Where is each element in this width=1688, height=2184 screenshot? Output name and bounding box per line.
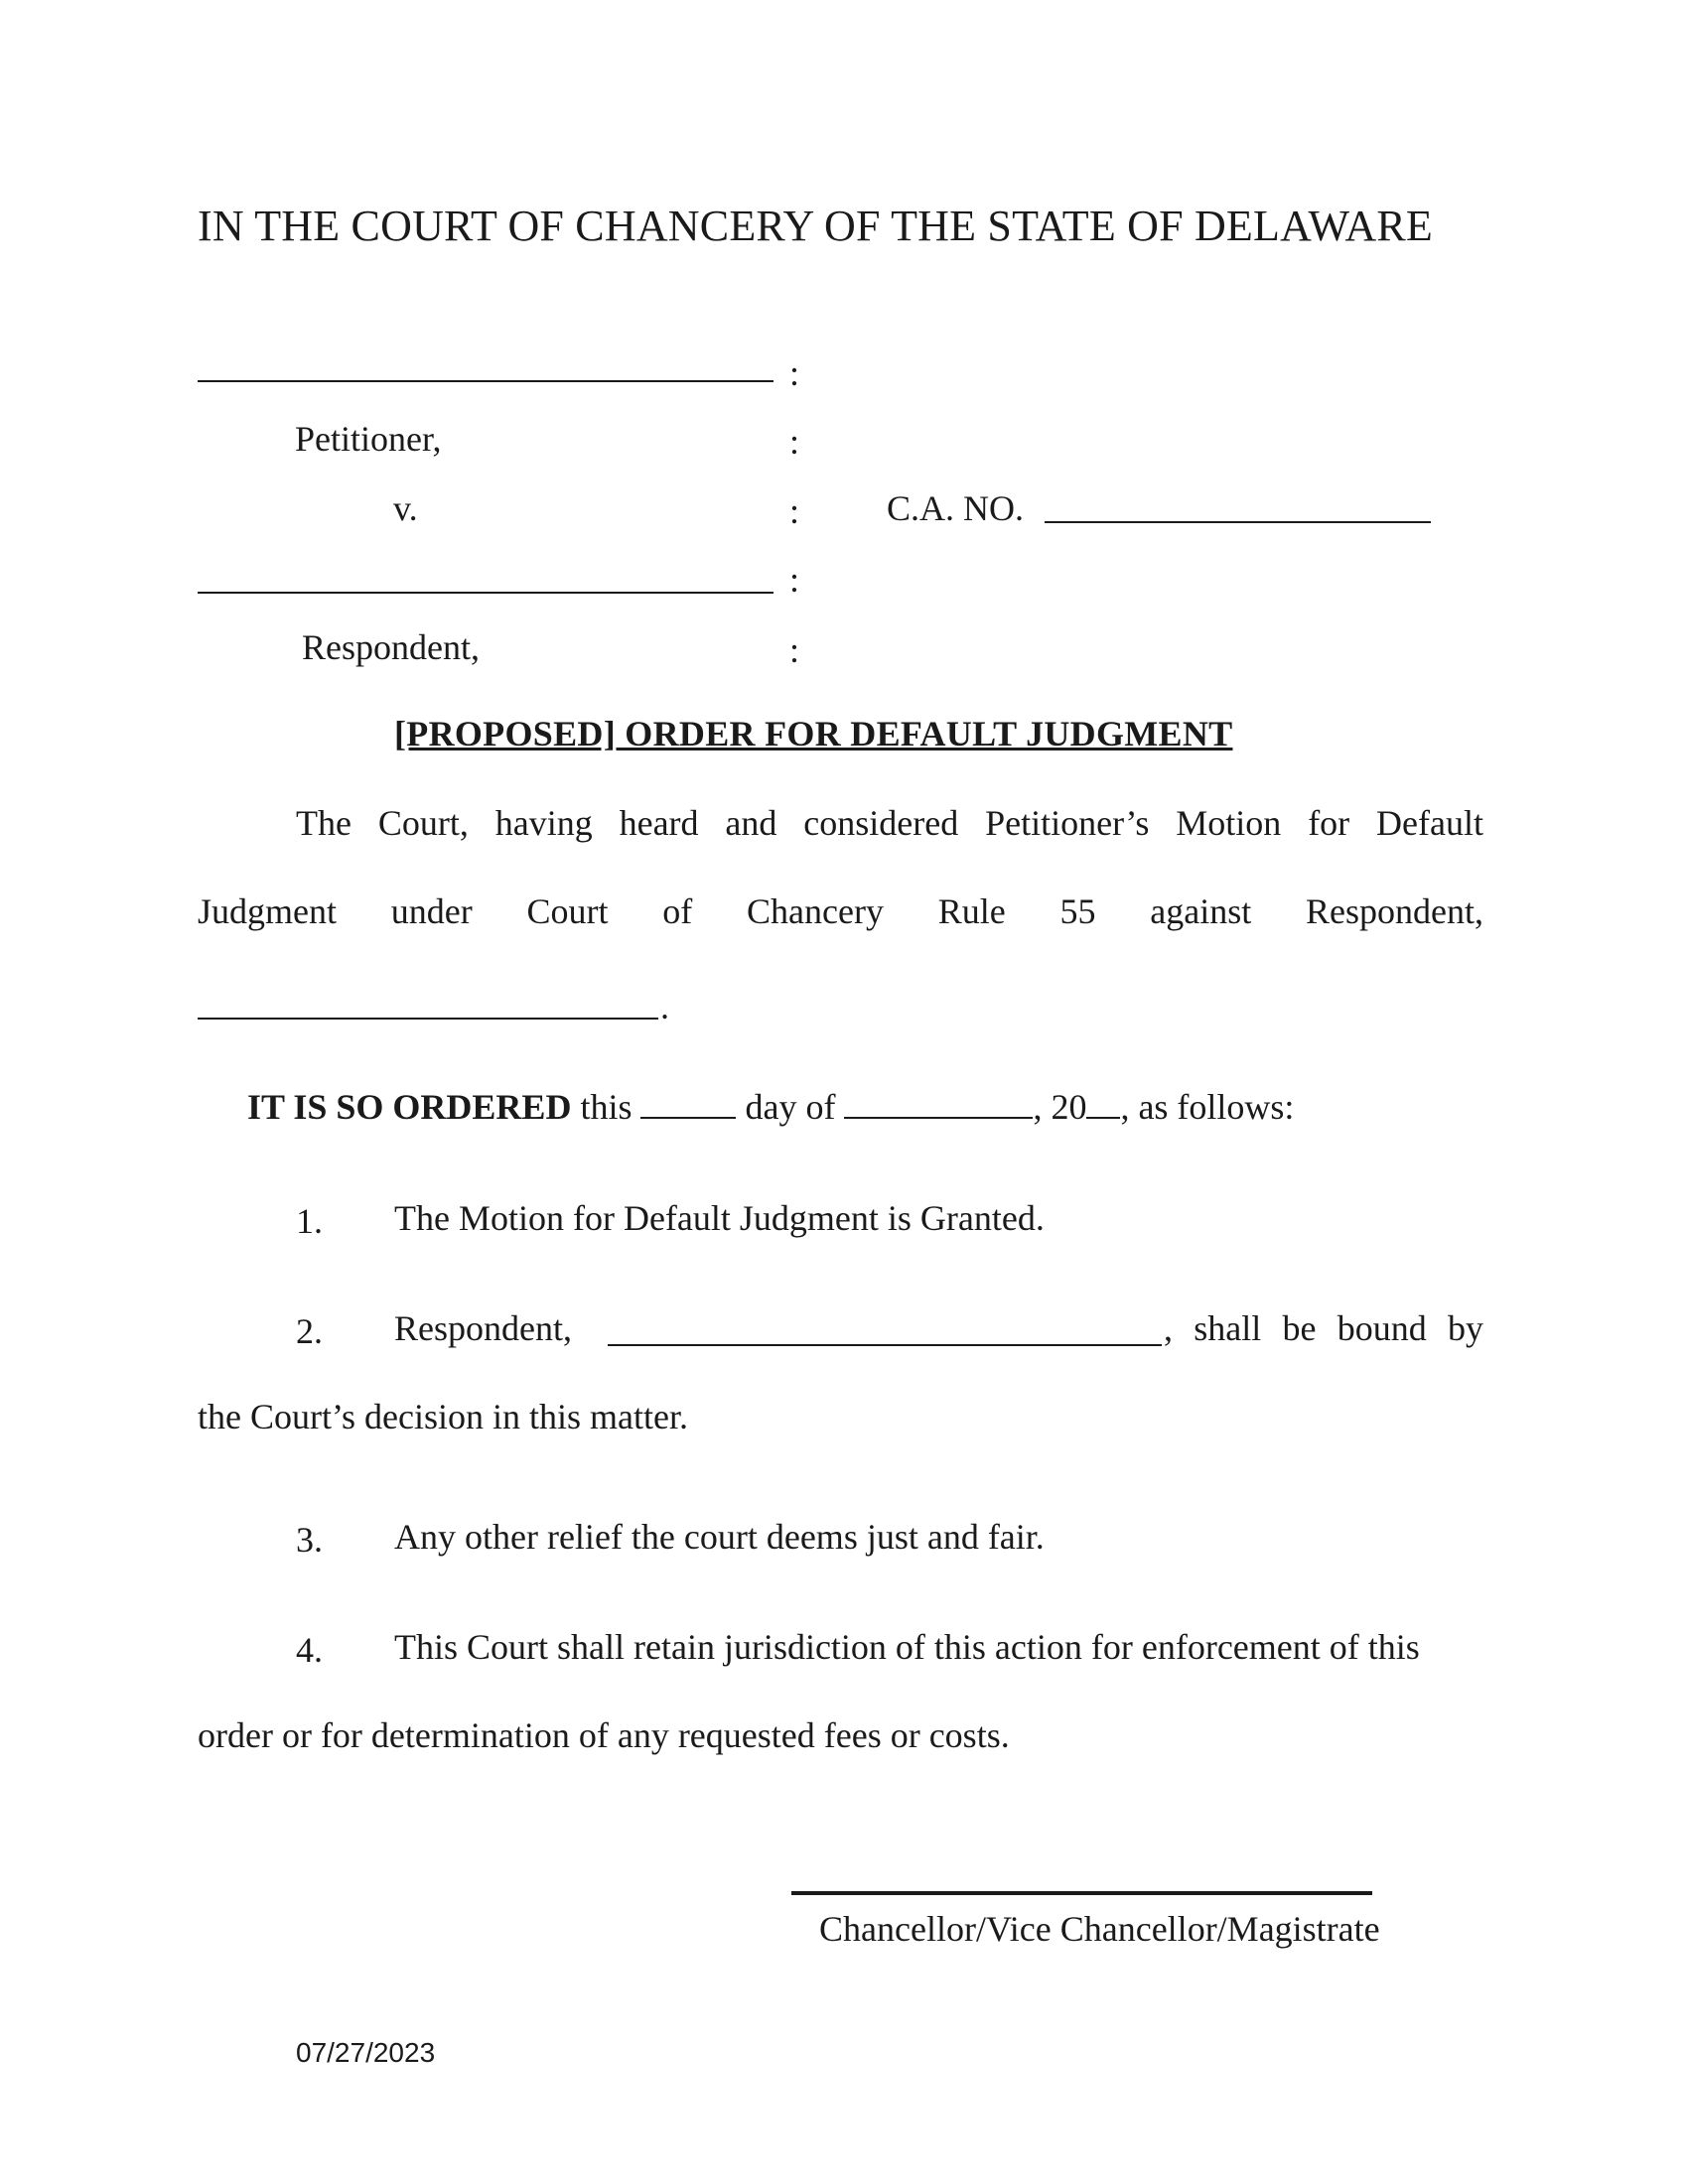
versus-label: v. xyxy=(393,488,418,528)
caption-colon: : xyxy=(789,422,800,462)
respondent-name-blank-intro[interactable] xyxy=(198,1018,658,1020)
item-text: This Court shall retain jurisdiction of this action for enforcement of this xyxy=(394,1627,1420,1667)
intro-line-2: Judgment under Court of Chancery Rule 55 against Respondent, xyxy=(198,891,1483,931)
intro-line-1: The Court, having heard and considered Petitioner’s Motion for Default xyxy=(296,803,1483,843)
case-number-blank[interactable] xyxy=(1045,521,1431,523)
ordered-as-follows: , as follows: xyxy=(1120,1087,1295,1127)
ordered-day-of: day of xyxy=(745,1087,836,1127)
signature-label: Chancellor/Vice Chancellor/Magistrate xyxy=(819,1909,1380,1949)
item-number: 1. xyxy=(296,1201,323,1241)
item-continuation: the Court’s decision in this matter. xyxy=(198,1397,688,1436)
caption-colon: : xyxy=(789,560,800,600)
ordered-this: this xyxy=(580,1087,633,1127)
year-blank[interactable] xyxy=(1086,1091,1120,1119)
court-title: IN THE COURT OF CHANCERY OF THE STATE OF DELAWARE xyxy=(198,202,1433,250)
day-blank[interactable] xyxy=(640,1091,736,1119)
item-text-before: Respondent, xyxy=(394,1308,572,1348)
item-text: Any other relief the court deems just and fair. xyxy=(394,1517,1045,1557)
petitioner-label: Petitioner, xyxy=(295,419,442,459)
footer-date: 07/27/2023 xyxy=(296,2037,436,2068)
respondent-label: Respondent, xyxy=(302,627,480,667)
document-title: [PROPOSED] ORDER FOR DEFAULT JUDGMENT xyxy=(394,714,1233,753)
item-text-after: , shall be bound by xyxy=(1164,1308,1483,1348)
item-continuation: order or for determination of any requested fees or costs. xyxy=(198,1715,1010,1755)
intro-line-3-period: . xyxy=(660,987,669,1026)
respondent-name-blank[interactable] xyxy=(198,592,774,594)
ordered-line xyxy=(247,1089,1294,1125)
respondent-name-blank-item2[interactable] xyxy=(608,1344,1162,1346)
ordered-bold: IT IS SO ORDERED xyxy=(247,1087,572,1127)
item-number: 2. xyxy=(296,1311,323,1351)
signature-line[interactable] xyxy=(791,1891,1372,1895)
case-number-label: C.A. NO. xyxy=(887,488,1025,528)
caption-colon: : xyxy=(789,491,800,531)
ordered-year-prefix: , 20 xyxy=(1033,1087,1087,1127)
item-text: The Motion for Default Judgment is Granted. xyxy=(394,1198,1045,1238)
caption-colon: : xyxy=(789,353,800,393)
item-number: 4. xyxy=(296,1630,323,1670)
caption-colon: : xyxy=(789,630,800,670)
item-number: 3. xyxy=(296,1520,323,1560)
month-blank[interactable] xyxy=(844,1091,1033,1119)
petitioner-name-blank[interactable] xyxy=(198,380,774,382)
